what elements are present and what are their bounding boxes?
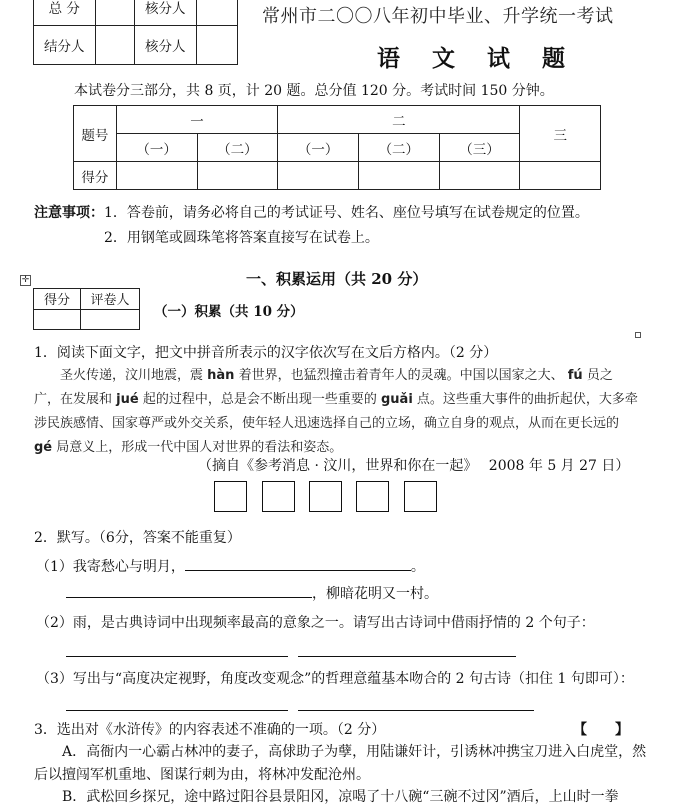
score-cell[interactable] xyxy=(358,162,439,190)
notes-text-1: 1．答卷前，请务必将自己的考试证号、姓名、座位号填写在试卷规定的位置。 xyxy=(104,205,589,221)
pinyin-ge: gé xyxy=(34,440,53,455)
grader-score-cell[interactable] xyxy=(34,309,81,330)
pinyin-han: hàn xyxy=(207,368,235,383)
exam-intro: 本试卷分三部分，共 8 页，计 20 题。总分值 120 分。考试时间 150 分钟。 xyxy=(74,83,554,99)
part-two-header: 二 xyxy=(278,106,520,134)
question-1-prompt: 1．阅读下面文字，把文中拼音所表示的汉字依次写在文后方格内。（2 分） xyxy=(34,345,498,361)
question-2-item-1: （1）我寄愁心与明月， 。 xyxy=(36,559,425,575)
question-1-source: （摘自《参考消息 · 汶川，世界和你在一起》 2008 年 5 月 27 日） xyxy=(198,458,630,474)
scorer-label: 结分人 xyxy=(34,26,96,65)
notes-item-1 xyxy=(34,202,589,222)
section-one-title: 一、积累运用（共 20 分） xyxy=(246,270,428,288)
answer-line[interactable] xyxy=(298,656,516,657)
answer-box-1[interactable] xyxy=(214,481,247,512)
part-three-header: 三 xyxy=(520,106,601,162)
score-cell[interactable] xyxy=(116,162,197,190)
table-anchor-icon[interactable]: ✛ xyxy=(21,275,30,285)
sub-col-header: （二） xyxy=(358,134,439,162)
question-2-item-3: （3）写出与“高度决定视野，角度改变观念”的哲理意蕴基本吻合的 2 句古诗（扣住 1 句即可）： xyxy=(36,671,634,687)
answer-box-5[interactable] xyxy=(404,481,437,512)
notes-heading: 注意事项： xyxy=(34,205,104,221)
score-cell[interactable] xyxy=(439,162,520,190)
answer-line[interactable] xyxy=(66,710,288,711)
checker-label: 核分人 xyxy=(134,0,196,26)
option-a-line-2: 后以擅闯军机重地、图谋行刺为由，将林冲发配沧州。 xyxy=(34,767,370,783)
score-cell[interactable] xyxy=(197,162,278,190)
sub-col-header: （三） xyxy=(439,134,520,162)
pinyin-guai: guǎi xyxy=(380,392,413,407)
exam-title: 常州市二〇〇八年初中毕业、升学统一考试 xyxy=(262,6,614,27)
total-score-box xyxy=(33,0,238,65)
resize-handle-icon[interactable] xyxy=(635,332,641,338)
checker2-cell[interactable] xyxy=(196,26,237,65)
score-table xyxy=(73,105,601,190)
answer-bracket[interactable]: 【 】 xyxy=(573,722,629,738)
grader-score-label: 得分 xyxy=(34,289,81,310)
scorer-cell[interactable] xyxy=(95,26,134,65)
notes-item-2: 2．用钢笔或圆珠笔将答案直接写在试卷上。 xyxy=(104,230,379,246)
answer-line[interactable] xyxy=(298,710,534,711)
option-b-line-1: B．武松回乡探兄，途中路过阳谷县景阳冈，凉喝了十八碗“三碗不过冈”酒后，上山时一拳 xyxy=(62,789,619,805)
sub-col-header: （二） xyxy=(197,134,278,162)
answer-blank[interactable] xyxy=(185,570,411,571)
answer-box-3[interactable] xyxy=(309,481,342,512)
question-3-prompt: 3．选出对《水浒传》的内容表述不准确的一项。（2 分） xyxy=(34,722,386,738)
total-score-label: 总 分 xyxy=(34,0,96,26)
score-cell[interactable] xyxy=(278,162,359,190)
option-a-line-1: A．高衙内一心霸占林冲的妻子，高俅助子为孽，用陆谦奸计，引诱林冲携宝刀进入白虎堂，然 xyxy=(62,744,647,760)
question-1-passage: 圣火传递，汶川地震，震 hàn 着世界，也猛烈撞击着青年人的灵魂。中国以国家之大、 fú 员之广，在发展和 jué 起的过程中，总是会不断出现一些重要的 guǎi 点。这些重大事件的曲折起伏，大多牵涉民族感情、国家尊严或外交关系，使年轻人迅速选择自己的立场，确立自身的观点，从而在更长远的 gé 局意义上，形成一代中国人对世界的看法和姿态。 xyxy=(34,368,638,455)
sub-col-header: （一） xyxy=(278,134,359,162)
total-score-cell[interactable] xyxy=(95,0,134,26)
grader-box xyxy=(33,288,140,330)
question-number-label: 题号 xyxy=(74,106,117,162)
part-one-header: 一 xyxy=(116,106,277,134)
score-cell[interactable] xyxy=(520,162,601,190)
subject-title: 语 文 试 题 xyxy=(377,45,578,72)
pinyin-fu: fú xyxy=(567,368,583,383)
question-2-item-2: （2）雨，是古典诗词中出现频率最高的意象之一。请写出古诗词中借雨抒情的 2 个句子： xyxy=(36,615,595,631)
answer-blank[interactable] xyxy=(66,597,312,598)
sub-col-header: （一） xyxy=(116,134,197,162)
checker-cell[interactable] xyxy=(196,0,237,26)
answer-box-4[interactable] xyxy=(356,481,389,512)
grader-person-cell[interactable] xyxy=(81,309,140,330)
question-2-prompt: 2．默写。（6分，答案不能重复） xyxy=(34,530,241,546)
score-row-label: 得分 xyxy=(74,162,117,190)
subsection-title: （一）积累（共 10 分） xyxy=(154,304,304,320)
pinyin-jue: jué xyxy=(116,392,139,407)
answer-box-2[interactable] xyxy=(262,481,295,512)
grader-person-label: 评卷人 xyxy=(81,289,140,310)
checker2-label: 核分人 xyxy=(134,26,196,65)
answer-line[interactable] xyxy=(66,656,288,657)
question-2-item-1-line-2: ，柳暗花明又一村。 xyxy=(66,583,438,603)
